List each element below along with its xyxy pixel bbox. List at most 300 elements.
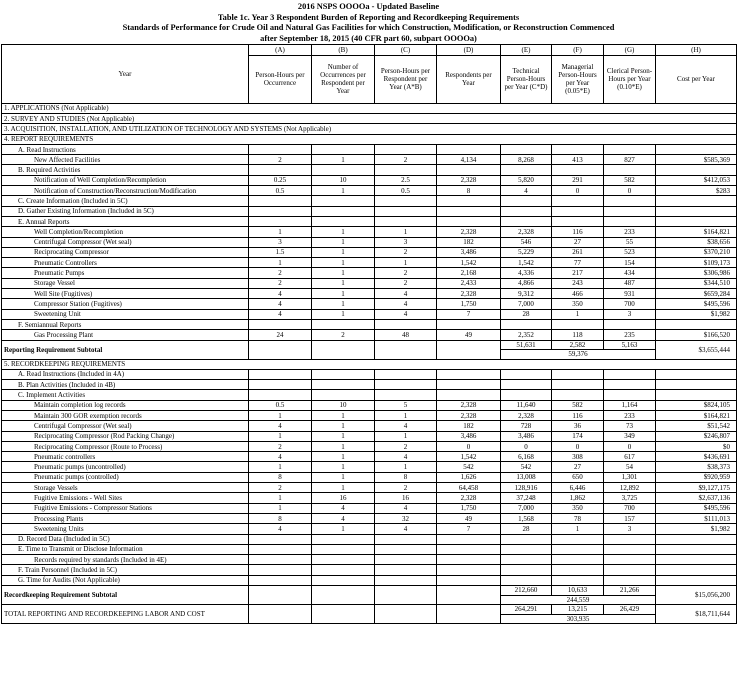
value-cell [604,390,656,400]
value-cell: 1,542 [501,258,552,268]
value-cell: 5 [375,400,437,410]
subtotal-managerial: 10,633 [552,586,604,596]
section-row [2,359,737,369]
subtotal-label: Recordkeeping Requirement Subtotal [2,586,249,605]
value-cell: 0.5 [249,400,312,410]
section-row [2,103,737,113]
table-row [2,565,737,575]
row-label: A. Read Instructions [2,144,249,154]
cost-cell [656,206,737,216]
value-cell: 128,916 [501,483,552,493]
blank-cell [312,605,375,624]
cost-cell: $436,691 [656,452,737,462]
value-cell: 4 [249,289,312,299]
value-cell: 3 [375,237,437,247]
value-cell [604,380,656,390]
row-label: B. Required Activities [2,165,249,175]
row-label: Pneumatic Pumps [2,268,249,278]
value-cell: 1 [552,524,604,534]
cost-cell: $2,637,136 [656,493,737,503]
value-cell: 233 [604,227,656,237]
value-cell [552,319,604,329]
value-cell: 16 [312,493,375,503]
value-cell: 2,328 [437,493,501,503]
value-cell: 1 [249,410,312,420]
table-row [2,309,737,319]
value-cell [375,380,437,390]
row-label: Maintain 300 GOR exemption records [2,410,249,420]
value-cell: 116 [552,227,604,237]
value-cell: 174 [552,431,604,441]
blank-cell [312,340,375,359]
table-row [2,544,737,554]
value-cell [437,380,501,390]
value-cell: 1,542 [437,258,501,268]
value-cell [501,319,552,329]
row-label: Reciprocating Compressor (Route to Process) [2,441,249,451]
section-label: 5. RECORDKEEPING REQUIREMENTS [2,359,737,369]
value-cell: 2 [249,278,312,288]
value-cell: 3,486 [437,431,501,441]
table-row [2,390,737,400]
value-cell [249,216,312,226]
cost-cell [656,534,737,544]
value-cell [501,216,552,226]
value-cell: 1 [312,410,375,420]
value-cell [501,369,552,379]
value-cell: 2,328 [501,227,552,237]
value-cell [437,544,501,554]
table-row [2,472,737,482]
value-cell: 1,862 [552,493,604,503]
cost-cell: $412,053 [656,175,737,185]
value-cell: 700 [604,299,656,309]
value-cell [437,206,501,216]
value-cell: 2 [249,441,312,451]
value-cell [375,206,437,216]
subtotal-row [2,605,737,615]
table-title-block [0,0,737,44]
value-cell: 1 [312,483,375,493]
column-header: Clerical Person-Hours per Year (0.10*E) [604,55,656,103]
table-row [2,258,737,268]
value-cell: 1 [312,278,375,288]
value-cell [552,390,604,400]
value-cell: 2,328 [437,227,501,237]
table-row [2,299,737,309]
value-cell: 1 [312,431,375,441]
value-cell [312,565,375,575]
table-row [2,206,737,216]
cost-cell: $111,013 [656,513,737,523]
value-cell: 261 [552,247,604,257]
row-label: Pneumatic Controllers [2,258,249,268]
value-cell [604,196,656,206]
table-row [2,155,737,165]
subtotal-total-hours: 303,935 [501,614,656,624]
value-cell [375,390,437,400]
value-cell [604,575,656,585]
cost-cell: $166,520 [656,330,737,340]
value-cell [604,544,656,554]
value-cell: 8 [437,186,501,196]
cost-cell: $920,959 [656,472,737,482]
table-caption: Table 1c. Year 3 Respondent Burden of Reporting and Recordkeeping Requirements [217,12,520,22]
subtotal-clerical: 21,266 [604,586,656,596]
value-cell [437,319,501,329]
value-cell [552,216,604,226]
blank-cell [437,605,501,624]
subtotal-clerical: 5,163 [604,340,656,350]
value-cell: 4,866 [501,278,552,288]
value-cell [375,196,437,206]
subtotal-total-hours: 59,376 [501,350,656,360]
value-cell: 7 [437,309,501,319]
value-cell: 582 [552,400,604,410]
value-cell: 2,433 [437,278,501,288]
value-cell: 2.5 [375,175,437,185]
value-cell: 4 [375,524,437,534]
value-cell: 1 [249,431,312,441]
table-row [2,441,737,451]
value-cell: 157 [604,513,656,523]
value-cell: 7,000 [501,299,552,309]
value-cell: 542 [437,462,501,472]
subtotal-cost: $18,711,644 [656,605,737,624]
value-cell [312,369,375,379]
section-row [2,134,737,144]
table-row [2,165,737,175]
value-cell: 1 [375,462,437,472]
value-cell [552,565,604,575]
value-cell [249,144,312,154]
value-cell: 28 [501,309,552,319]
table-row [2,237,737,247]
value-cell [375,369,437,379]
value-cell: 1 [312,452,375,462]
value-cell: 4,336 [501,268,552,278]
blank-cell [312,586,375,605]
value-cell: 8 [249,513,312,523]
value-cell [552,369,604,379]
value-cell: 12,892 [604,483,656,493]
value-cell [437,390,501,400]
column-header: Cost per Year [656,55,737,103]
column-label-year: Year [2,45,249,103]
value-cell [552,380,604,390]
column-header: Managerial Person-Hours per Year (0.05*E) [552,55,604,103]
value-cell: 1 [375,410,437,420]
value-cell: 55 [604,237,656,247]
value-cell: 4 [312,503,375,513]
value-cell: 37,248 [501,493,552,503]
cost-cell: $306,986 [656,268,737,278]
subtotal-managerial: 13,215 [552,605,604,615]
cost-cell: $1,982 [656,309,737,319]
value-cell [501,555,552,565]
table-row [2,575,737,585]
subtotal-cost: $15,056,200 [656,586,737,605]
row-label: D. Record Data (Included in 5C) [2,534,249,544]
cost-cell: $495,596 [656,299,737,309]
value-cell: 1,750 [437,503,501,513]
cost-cell: $1,982 [656,524,737,534]
value-cell: 1 [312,462,375,472]
column-letter: (F) [552,45,604,55]
section-label: 1. APPLICATIONS (Not Applicable) [2,103,737,113]
value-cell [437,534,501,544]
value-cell: 2,352 [501,330,552,340]
subtotal-clerical: 26,429 [604,605,656,615]
value-cell [312,534,375,544]
value-cell: 1,542 [437,452,501,462]
value-cell [375,565,437,575]
value-cell [552,575,604,585]
table-row [2,452,737,462]
value-cell: 0.5 [249,186,312,196]
value-cell [552,165,604,175]
value-cell [552,555,604,565]
value-cell [604,565,656,575]
table-row [2,196,737,206]
value-cell [375,144,437,154]
subtotal-row [2,340,737,350]
row-label: Centrifugal Compressor (Wet seal) [2,421,249,431]
section-label: 4. REPORT REQUIREMENTS [2,134,737,144]
table-row [2,513,737,523]
value-cell [249,380,312,390]
row-label: Gas Processing Plant [2,330,249,340]
value-cell: 542 [501,462,552,472]
value-cell: 154 [604,258,656,268]
value-cell: 1 [312,247,375,257]
cost-cell [656,555,737,565]
value-cell: 0 [604,441,656,451]
value-cell: 48 [375,330,437,340]
value-cell: 49 [437,330,501,340]
value-cell: 650 [552,472,604,482]
value-cell [437,555,501,565]
value-cell: 0 [552,186,604,196]
value-cell [249,575,312,585]
row-label: C. Create Information (Included in 5C) [2,196,249,206]
cost-cell: $0 [656,441,737,451]
row-label: Maintain completion log records [2,400,249,410]
value-cell: 2 [312,330,375,340]
value-cell [437,196,501,206]
value-cell: 1,750 [437,299,501,309]
value-cell: 182 [437,237,501,247]
value-cell: 523 [604,247,656,257]
value-cell [604,165,656,175]
row-label: Storage Vessel [2,278,249,288]
value-cell: 24 [249,330,312,340]
value-cell [249,206,312,216]
value-cell: 10 [312,400,375,410]
subtotal-cost: $3,655,444 [656,340,737,359]
row-label: Fugitive Emissions - Well Sites [2,493,249,503]
column-header: Technical Person-Hours per Year (C*D) [501,55,552,103]
value-cell: 1 [312,186,375,196]
value-cell: 27 [552,462,604,472]
value-cell: 4 [249,524,312,534]
value-cell [604,369,656,379]
blank-cell [249,586,312,605]
value-cell: 182 [437,421,501,431]
row-label: Records required by standards (Included in 4E) [2,555,249,565]
value-cell: 1 [312,155,375,165]
column-letter: (A) [249,45,312,55]
column-letter: (G) [604,45,656,55]
row-label: F. Train Personnel (Included in 5C) [2,565,249,575]
cost-cell: $246,807 [656,431,737,441]
value-cell: 243 [552,278,604,288]
table-row [2,216,737,226]
value-cell: 4 [375,309,437,319]
value-cell: 0 [501,441,552,451]
value-cell [375,544,437,554]
value-cell: 1 [312,268,375,278]
subtotal-row [2,586,737,596]
cost-cell [656,369,737,379]
value-cell [312,165,375,175]
table-row [2,462,737,472]
row-label: Pneumatic controllers [2,452,249,462]
value-cell: 350 [552,503,604,513]
table-row [2,524,737,534]
value-cell: 4 [375,289,437,299]
table-row [2,278,737,288]
value-cell: 1,301 [604,472,656,482]
value-cell: 27 [552,237,604,247]
value-cell: 1 [312,421,375,431]
row-label: Pneumatic pumps (controlled) [2,472,249,482]
value-cell: 4 [249,421,312,431]
cost-cell [656,565,737,575]
value-cell [249,534,312,544]
value-cell: 349 [604,431,656,441]
value-cell [312,144,375,154]
row-label: Processing Plants [2,513,249,523]
value-cell [552,544,604,554]
value-cell: 8,268 [501,155,552,165]
table-row [2,319,737,329]
subtotal-label: TOTAL REPORTING AND RECORDKEEPING LABOR AND COST [2,605,249,624]
subtotal-label: Reporting Requirement Subtotal [2,340,249,359]
value-cell [604,555,656,565]
value-cell [501,534,552,544]
value-cell: 2,328 [437,289,501,299]
value-cell [501,544,552,554]
column-letter: (C) [375,45,437,55]
value-cell [249,369,312,379]
value-cell: 2,328 [437,400,501,410]
value-cell: 2 [375,268,437,278]
value-cell: 1,164 [604,400,656,410]
value-cell: 7,000 [501,503,552,513]
value-cell [375,165,437,175]
row-label: E. Annual Reports [2,216,249,226]
value-cell: 4 [249,299,312,309]
value-cell [312,544,375,554]
value-cell: 1 [375,227,437,237]
value-cell: 4 [312,513,375,523]
table-body [2,45,737,624]
value-cell [604,144,656,154]
value-cell: 487 [604,278,656,288]
section-row [2,124,737,134]
value-cell: 413 [552,155,604,165]
value-cell [552,206,604,216]
value-cell: 3,725 [604,493,656,503]
column-header: Number of Occurrences per Respondent per Year [312,55,375,103]
doc-title: 2016 NSPS OOOOa - Updated Baseline [297,2,440,11]
value-cell [552,534,604,544]
value-cell: 9,312 [501,289,552,299]
cost-cell: $370,210 [656,247,737,257]
value-cell [249,196,312,206]
value-cell: 291 [552,175,604,185]
value-cell: 3 [604,524,656,534]
section-label: 2. SURVEY AND STUDIES (Not Applicable) [2,113,737,123]
value-cell [375,534,437,544]
value-cell: 4 [375,421,437,431]
value-cell: 2 [249,483,312,493]
value-cell: 5,229 [501,247,552,257]
value-cell: 235 [604,330,656,340]
column-letter: (B) [312,45,375,55]
value-cell [249,565,312,575]
row-label: Notification of Well Completion/Recompletion [2,175,249,185]
row-label: Well Site (Fugitives) [2,289,249,299]
subtotal-technical: 264,291 [501,605,552,615]
table-row [2,330,737,340]
value-cell: 0 [604,186,656,196]
value-cell: 1 [312,237,375,247]
value-cell: 1 [312,309,375,319]
value-cell [375,216,437,226]
value-cell: 4 [375,299,437,309]
row-label: Centrifugal Compressor (Wet seal) [2,237,249,247]
burden-table [1,44,737,624]
value-cell: 2,328 [437,410,501,420]
value-cell: 3,486 [437,247,501,257]
column-letter: (H) [656,45,737,55]
value-cell: 700 [604,503,656,513]
value-cell [249,390,312,400]
value-cell [437,165,501,175]
section-label: 3. ACQUISITION, INSTALLATION, AND UTILIZATION OF TECHNOLOGY AND SYSTEMS (Not Applicable) [2,124,737,134]
table-row [2,534,737,544]
value-cell [501,575,552,585]
row-label: Storage Vessels [2,483,249,493]
value-cell: 1,626 [437,472,501,482]
value-cell: 3,486 [501,431,552,441]
row-label: Well Completion/Recompletion [2,227,249,237]
cost-cell [656,144,737,154]
value-cell: 233 [604,410,656,420]
value-cell [249,319,312,329]
value-cell [312,319,375,329]
row-label: A. Read Instructions (Included in 4A) [2,369,249,379]
value-cell: 1 [312,289,375,299]
value-cell: 6,168 [501,452,552,462]
value-cell: 3 [604,309,656,319]
subtotal-technical: 212,660 [501,586,552,596]
column-letter: (D) [437,45,501,55]
row-label: F. Semiannual Reports [2,319,249,329]
value-cell: 16 [375,493,437,503]
